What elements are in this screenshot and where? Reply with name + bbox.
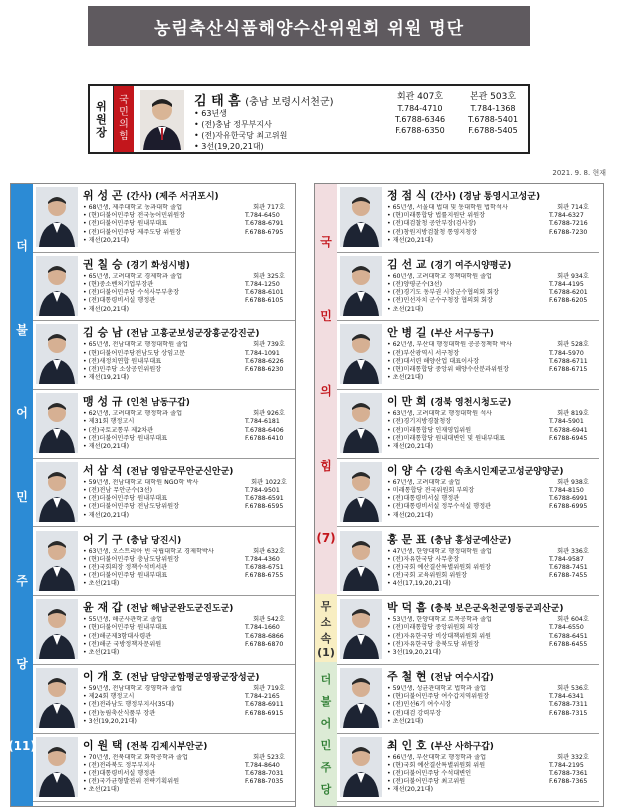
member-bio: • 63년생, 오스트리아 빈 국립대학교 경제학박사 • (현)더불어민주당 충남도당위원장 • (전)국회의장 정책수석비서관 • (전)더불어민주당 원내부대표 • 초선(21대): [83, 547, 214, 588]
member-bio: • 47년생, 한양대학교 행정대학원 졸업 • (전)자유한국당 사무총장 • (전)국회 예산결산특별위원회 위원장 • (전)국회 교육위원회 위원장 • 4선(17,19,20,21대): [387, 547, 493, 588]
party-label-democratic-2: 더 불 어 민 주 당: [315, 662, 337, 806]
member-card: [33, 459, 295, 528]
member-name: 이 만 희 (경북 영천시청도군): [387, 395, 512, 409]
chairperson-box: [88, 84, 530, 154]
member-name: 맹 성 규 (인천 남동구갑): [83, 395, 190, 409]
member-card: [337, 253, 599, 322]
member-name: 권 칠 승 (경기 화성시병): [83, 257, 190, 271]
member-bio: • 59년생, 성균관대학교 법학과 졸업 • (현)더불어민주당 여수갑지역위원장 • (전)민선6기 여수시장 • (전)대검 강력부장 • 초선(21대): [387, 684, 490, 725]
member-portrait: [340, 737, 382, 797]
member-bio: • 70년생, 전북대학교 화학공학과 졸업 • (전)전라북도 정무부지사 • (전)대통령비서실 행정관 • (전)국가균형발전위 전략기획위원 • 초선(21대): [83, 753, 189, 794]
chair-office-contact: 회관 407호 T.784-4710 T.6788-6346 F.6788-6350: [394, 92, 446, 135]
party-label-independent: 무 소 속 (1): [315, 594, 337, 662]
member-card: [33, 596, 295, 665]
member-contact: 회관 542호 T.784-1660 T.6788-6866 F.6788-6870: [245, 616, 285, 648]
member-name: 김 선 교 (경기 여주시양평군): [387, 257, 512, 271]
member-card: [337, 390, 599, 459]
member-name: 안 병 길 (부산 서구동구): [387, 326, 494, 340]
member-card: [337, 321, 599, 390]
member-bio: • 67년생, 고려대학교 졸업 • 미래통합당 전국위원회 부의장 • (전)대통령비서실 행정관 • (전)대통령비서실 정무수석실 행정관 • 재선(20,21대): [387, 478, 492, 519]
member-contact: 회관 523호 T.784-8640 T.6788-7031 F.6788-7035: [245, 753, 285, 786]
member-name: 서 삼 석 (전남 영암군무안군신안군): [83, 463, 234, 477]
member-portrait: [36, 737, 78, 797]
member-portrait: [340, 531, 382, 591]
member-name: 김 승 남 (전남 고흥군보성군장흥군강진군): [83, 326, 260, 340]
party-label-ppp: 국 민 의 힘 (7): [315, 184, 337, 594]
chair-bio: • 63년생 • (전)충남 정무부지사 • (전)자유한국당 최고위원 • 3선(19,20,21대): [194, 109, 288, 151]
member-portrait: [36, 599, 78, 659]
member-card: [33, 390, 295, 459]
member-portrait: [340, 668, 382, 728]
member-contact: 회관 719호 T.784-2165 T.6788-6911 F.6788-6915: [245, 684, 285, 717]
member-portrait: [36, 531, 78, 591]
member-card: [337, 528, 599, 597]
member-contact: 회관 325호 T.784-1250 T.6788-6101 F.6788-6105: [245, 272, 285, 305]
member-bio: • 60년생, 고려대학교 정책대학원 졸업 • (전)양평군수(3선) • (전)경기도 동부권 시장군수협의회 회장 • (전)민선자치 군수구청장 협의회 회장 • 초선(21대): [387, 272, 499, 313]
member-contact: 회관 938호 T.784-8150 T.6788-6991 F.6788-6995: [549, 478, 589, 511]
date-stamp: 2021. 9. 8. 현재: [552, 169, 606, 177]
left-column: [10, 183, 296, 807]
member-card: [337, 459, 599, 528]
member-contact: 회관 934호 T.784-4195 T.6788-6201 F.6788-6205: [549, 272, 589, 305]
member-portrait: [36, 393, 78, 453]
member-portrait: [340, 462, 382, 522]
member-name: 윤 재 갑 (전남 해남군완도군진도군): [83, 601, 234, 615]
chair-party-label: 국 민 의 힘: [114, 86, 134, 152]
member-bio: • 62년생, 고려대학교 행정학과 졸업 • 제31회 행정고시 • (전)국토교통부 제2차관 • (전)더불어민주당 원내부대표 • 재선(20,21대): [83, 410, 183, 450]
member-card: [33, 665, 295, 734]
member-card: [33, 734, 295, 803]
member-name: 어 기 구 (충남 당진시): [83, 532, 182, 546]
chair-hq-contact: 본관 503호 T.784-1368 T.6788-5401 F.6788-5405: [467, 92, 519, 135]
member-contact: 회관 336호 T.784-9587 T.6788-7451 F.6788-7455: [549, 547, 589, 580]
member-name: 이 양 수 (강원 속초시인제군고성군양양군): [387, 463, 564, 477]
member-name: 최 인 호 (부산 사하구갑): [387, 738, 494, 752]
member-contact: 회관 1022호 T.784-9501 T.6788-6591 F.6788-6595: [245, 478, 287, 511]
right-column: [314, 183, 604, 807]
member-bio: • 68년생, 제주대학교 농과대학 졸업 • (현)더불어민주당 전국농어민위원장 • (전)더불어민주당 원내부대표 • (전)더불어민주당 제주도당 위원장 • 재선(20,21대): [83, 204, 186, 244]
member-card: [33, 528, 295, 597]
member-bio: • 66년생, 부산대학교 행정학과 졸업 • (현)국회 예산결산특별위원회 위원 • (전)더불어민주당 수석대변인 • (전)더불어민주당 최고위원 • 재선(20,21대): [387, 753, 487, 794]
member-portrait: [340, 187, 382, 247]
member-contact: 회관 604호 T.784-6550 T.6788-6451 F.6788-6455: [549, 616, 589, 648]
member-card: [337, 734, 599, 803]
member-portrait: [36, 324, 78, 384]
member-contact: 회관 926호 T.784-6181 T.6788-6406 F.6788-6410: [245, 410, 285, 442]
member-contact: 회관 717호 T.784-6450 T.6788-6791 F.6788-6795: [245, 204, 285, 236]
member-bio: • 65년생, 고려대학교 경제학과 졸업 • (현)중소벤처기업부장관 • (전)더불어민주당 수석사무부총장 • (전)대통령비서실 행정관 • 재선(20,21대): [83, 272, 183, 313]
chair-name: 김 태 흠 (충남 보령시서천군): [194, 94, 334, 109]
member-bio: • 62년생, 부산대 행정대학원 공공정책학 박사 • (전)부산광역시 서구청장 • (전)대서련 해양산업 대표이사장 • (현)미래통합당 중앙위 해양수산분과위원장 • 초선(21대): [387, 341, 512, 382]
member-name: 박 덕 흠 (충북 보은군옥천군영동군괴산군): [387, 601, 564, 615]
member-portrait: [36, 462, 78, 522]
member-name: 정 점 식 (간사) (경남 통영시고성군): [387, 189, 541, 202]
member-card: [33, 253, 295, 322]
member-card: [337, 596, 599, 665]
member-card: [33, 184, 295, 253]
member-portrait: [36, 256, 78, 316]
page-title: 농림축산식품해양수산위원회 위원 명단: [88, 6, 530, 46]
member-card: [337, 184, 599, 253]
member-portrait: [340, 324, 382, 384]
member-bio: • 65년생, 전남대학교 행정대학원 졸업 • (현)더불어민주당전남도당 상임고문 • (전)새정치연합 원내부대표 • (전)민주당 소상공인위원장 • 재선(19,21대): [83, 341, 189, 382]
member-contact: 회관 714호 T.784-6327 T.6788-7216 F.6788-7230: [549, 204, 589, 236]
member-portrait: [340, 256, 382, 316]
chair-portrait: [140, 90, 184, 150]
member-contact: 회관 332호 T.784-2195 T.6788-7361 F.6788-7365: [549, 753, 589, 786]
member-portrait: [340, 393, 382, 453]
member-contact: 회관 819호 T.784-5901 T.6788-6941 F.6788-6945: [549, 410, 589, 442]
party-label-democratic: 더 불 어 민 주 당 (11): [11, 184, 33, 806]
member-contact: 회관 536호 T.784-6341 T.6788-7311 F.6788-7315: [549, 684, 589, 717]
member-bio: • 55년생, 해군사관학교 졸업 • (현)더불어민주당 원내부대표 • (전)해군제3함대사령관 • (전)해군 국방정책자문위원 • 초선(21대): [83, 616, 168, 656]
member-contact: 회관 632호 T.784-4360 T.6788-6751 F.6788-6755: [245, 547, 285, 580]
member-portrait: [36, 668, 78, 728]
member-name: 홍 문 표 (충남 홍성군예산군): [387, 532, 512, 546]
member-card: [33, 321, 295, 390]
member-name: 이 개 호 (전남 담양군함평군영광군장성군): [83, 669, 260, 683]
member-bio: • 59년생, 전남대학교 대학원 NGO학 박사 • (전)전남 무안군수(3선) • (전)더불어민주당 원내부대표 • (전)더불어민주당 전남도당위원장 • 재선(20,21대): [83, 478, 199, 519]
member-portrait: [340, 599, 382, 659]
member-bio: • 65년생, 서울대 법대 및 동대학원 법학석사 • (현)미래통합당 법률지원단 위원장 • (전)대검찰청 공안부장(검사장) • (전)창원지방검찰청 통영지청장 • 재선(20,21대): [387, 204, 508, 244]
member-bio: • 53년생, 한양대학교 토목공학과 졸업 • (전)미래통합당 중앙위원회 의장 • (전)자유한국당 비상대책위원회 위원 • (전)자유한국당 충북도당 위원장 • 3선(19,20,21대): [387, 616, 493, 656]
member-card: [337, 665, 599, 734]
chair-role-label: 위 원 장: [90, 86, 114, 152]
member-name: 주 철 현 (전남 여수시갑): [387, 669, 494, 683]
member-name: 위 성 곤 (간사) (제주 서귀포시): [83, 189, 219, 202]
member-contact: 회관 528호 T.784-5970 T.6788-6711 F.6788-6715: [549, 341, 589, 373]
member-bio: • 59년생, 전남대학교 경영학과 졸업 • 제24회 행정고시 • (전)전라남도 행정부지사(35대) • (전)농림축산식품부 장관 • 3선(19,20,21대): [83, 684, 183, 725]
member-portrait: [36, 187, 78, 247]
member-bio: • 63년생, 고려대학교 행정대학원 석사 • (전)경기지방경찰청장 • (전)미래통합당 인재영입위원 • (전)미래통합당 원내대변인 및 원내부대표 • 재선(20,21대): [387, 410, 505, 450]
member-contact: 회관 739호 T.784-1091 T.6788-6226 F.6788-6230: [245, 341, 285, 373]
member-name: 이 원 택 (전북 김제시부안군): [83, 738, 208, 752]
